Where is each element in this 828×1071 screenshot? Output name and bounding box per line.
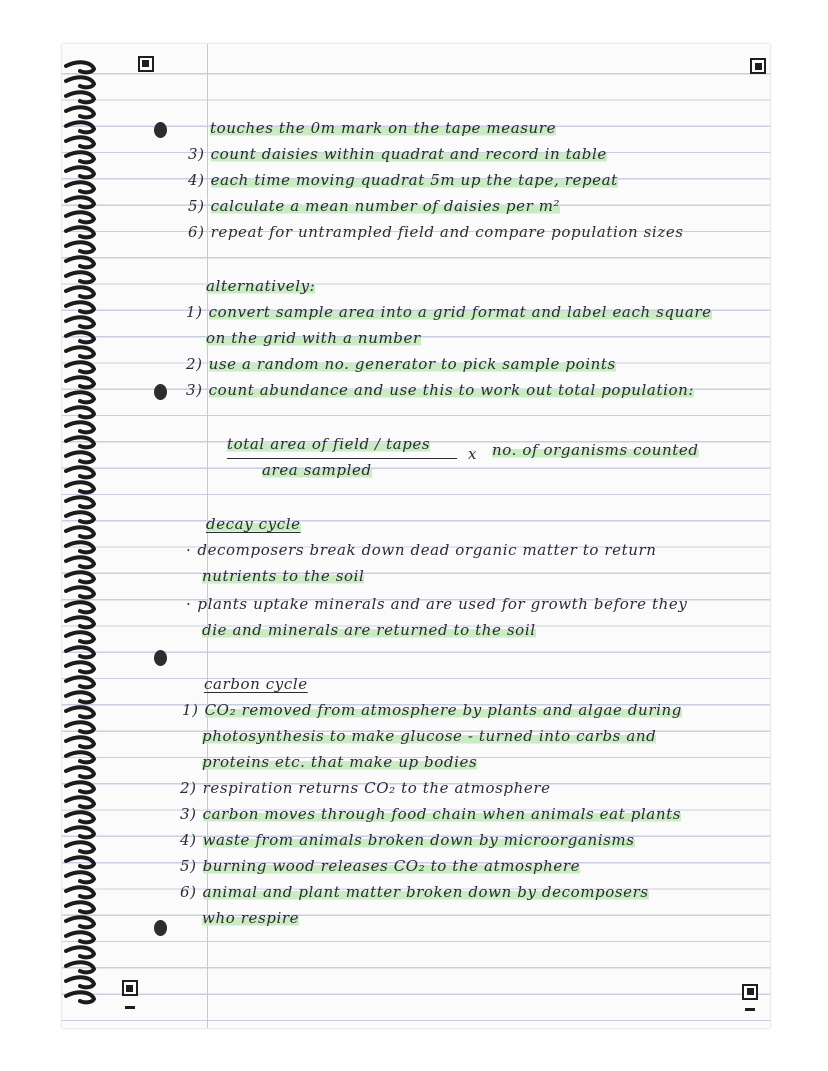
spiral-coil <box>66 887 94 897</box>
list-number: 6) <box>188 223 205 241</box>
fraction-bar <box>227 458 457 459</box>
note-line <box>180 830 635 850</box>
spiral-coil <box>66 107 94 117</box>
line-text: who respire <box>202 909 300 927</box>
spiral-coil <box>66 797 94 807</box>
note-line <box>202 726 656 746</box>
line-text: plants uptake minerals and are used for growth before they <box>197 595 688 613</box>
spiral-coil <box>66 647 94 657</box>
line-text: die and minerals are returned to the soil <box>202 621 536 639</box>
spiral-coil <box>66 422 94 432</box>
note-line <box>186 302 712 322</box>
note-line <box>188 170 618 190</box>
spiral-coil <box>66 407 94 417</box>
spiral-coil <box>66 962 94 972</box>
spiral-coil <box>66 707 94 717</box>
spiral-coil <box>66 527 94 537</box>
spiral-coil <box>66 482 94 492</box>
margin-line <box>207 44 208 1028</box>
spiral-coil <box>66 197 94 207</box>
line-text: carbon cycle <box>204 675 308 693</box>
spiral-coil <box>66 557 94 567</box>
spiral-coil <box>66 227 94 237</box>
line-text: respiration returns CO₂ to the atmosphere <box>202 779 551 797</box>
line-text: on the grid with a number <box>206 329 421 347</box>
spiral-coil <box>66 692 94 702</box>
spiral-coil <box>66 287 94 297</box>
corner-marker-icon <box>742 984 758 1000</box>
spiral-coil <box>66 992 94 1002</box>
spiral-coil <box>66 932 94 942</box>
list-number: 1) <box>182 701 199 719</box>
list-number: 2) <box>180 779 197 797</box>
line-text: calculate a mean number of daisies per m² <box>210 197 561 215</box>
corner-marker-icon <box>750 58 766 74</box>
spiral-coil <box>66 92 94 102</box>
spiral-coil <box>66 542 94 552</box>
spiral-coil <box>66 782 94 792</box>
spiral-coil <box>66 167 94 177</box>
line-text: convert sample area into a grid format and label each square <box>208 303 712 321</box>
note-line <box>186 380 694 400</box>
line-text: no. of organisms counted <box>492 441 699 459</box>
note-line <box>202 566 364 586</box>
corner-dash <box>745 1008 755 1011</box>
note-heading <box>206 276 315 296</box>
spiral-coil <box>66 152 94 162</box>
spiral-coil <box>66 362 94 372</box>
note-line <box>182 700 682 720</box>
line-text: x <box>468 445 478 463</box>
note-line <box>206 328 421 348</box>
line-text: alternatively: <box>206 277 316 295</box>
spiral-coil <box>66 857 94 867</box>
bullet-dot: · <box>186 595 192 613</box>
spiral-coil <box>66 812 94 822</box>
spiral-coil <box>66 452 94 462</box>
spiral-coil <box>66 272 94 282</box>
list-number: 5) <box>180 857 197 875</box>
line-text: count abundance and use this to work out total population: <box>208 381 695 399</box>
list-number: 3) <box>180 805 197 823</box>
list-number: 3) <box>186 381 203 399</box>
line-text: each time moving quadrat 5m up the tape, repeat <box>210 171 618 189</box>
note-line <box>188 222 684 242</box>
note-line <box>180 882 649 902</box>
line-text: touches the 0m mark on the tape measure <box>210 119 557 137</box>
spiral-coil <box>66 332 94 342</box>
line-text: waste from animals broken down by microorganisms <box>202 831 635 849</box>
note-line <box>202 908 299 928</box>
spiral-coil <box>66 377 94 387</box>
list-number: 6) <box>180 883 197 901</box>
spiral-coil <box>66 842 94 852</box>
corner-dash <box>125 1006 135 1009</box>
line-text: burning wood releases CO₂ to the atmosphere <box>202 857 581 875</box>
note-line <box>180 778 551 798</box>
spiral-coil <box>66 392 94 402</box>
spiral-coil <box>66 872 94 882</box>
line-text: count daisies within quadrat and record in table <box>210 145 607 163</box>
spiral-coil <box>66 77 94 87</box>
list-number: 2) <box>186 355 203 373</box>
bullet-item <box>186 540 657 560</box>
spiral-coil <box>66 137 94 147</box>
line-text: proteins etc. that make up bodies <box>202 753 478 771</box>
spiral-coil <box>66 722 94 732</box>
spiral-coil <box>66 437 94 447</box>
punch-hole <box>154 384 167 400</box>
spiral-coil <box>66 62 94 72</box>
line-text: CO₂ removed from atmosphere by plants and algae during <box>204 701 682 719</box>
list-number: 4) <box>188 171 205 189</box>
line-text: animal and plant matter broken down by decomposers <box>202 883 649 901</box>
list-number: 3) <box>188 145 205 163</box>
fraction-denominator <box>262 460 372 480</box>
note-line <box>180 804 681 824</box>
note-line <box>188 196 560 216</box>
note-line <box>202 620 536 640</box>
line-text: repeat for untrampled field and compare population sizes <box>210 223 684 241</box>
line-text: decomposers break down dead organic matter to return <box>197 541 657 559</box>
spiral-coil <box>66 317 94 327</box>
spiral-coil <box>66 302 94 312</box>
spiral-coil <box>66 662 94 672</box>
spiral-coil <box>66 617 94 627</box>
spiral-coil <box>66 122 94 132</box>
section-heading <box>204 674 308 694</box>
spiral-coil <box>66 572 94 582</box>
note-line <box>188 144 607 164</box>
spiral-coil <box>66 752 94 762</box>
spiral-coil <box>66 827 94 837</box>
spiral-coil <box>66 677 94 687</box>
spiral-coil <box>66 467 94 477</box>
spiral-coil <box>66 242 94 252</box>
note-line <box>210 118 556 138</box>
spiral-coil <box>66 632 94 642</box>
bullet-dot: · <box>186 541 192 559</box>
spiral-coil <box>66 737 94 747</box>
line-text: photosynthesis to make glucose - turned into carbs and <box>202 727 657 745</box>
line-text: area sampled <box>262 461 372 479</box>
fraction-numerator <box>227 434 430 454</box>
spiral-coil <box>66 212 94 222</box>
bullet-item <box>186 594 687 614</box>
punch-hole <box>154 122 167 138</box>
notebook-page <box>62 44 770 1028</box>
list-number: 5) <box>188 197 205 215</box>
section-heading <box>206 514 301 534</box>
note-line <box>202 752 477 772</box>
corner-marker-icon <box>138 56 154 72</box>
punch-hole <box>154 920 167 936</box>
spiral-coil <box>66 257 94 267</box>
list-number: 1) <box>186 303 203 321</box>
spiral-coil <box>66 902 94 912</box>
spiral-coil <box>66 602 94 612</box>
line-text: total area of field / tapes <box>227 435 431 453</box>
note-line <box>180 856 580 876</box>
note-line <box>186 354 616 374</box>
spiral-coil <box>66 767 94 777</box>
line-text: nutrients to the soil <box>202 567 365 585</box>
spiral-coil <box>66 947 94 957</box>
spiral-coil <box>66 347 94 357</box>
spiral-coil <box>66 917 94 927</box>
punch-hole <box>154 650 167 666</box>
multiply-sign <box>468 444 477 464</box>
line-text: decay cycle <box>206 515 301 533</box>
spiral-coil <box>66 497 94 507</box>
spiral-coil <box>66 182 94 192</box>
spiral-binding <box>62 44 102 1028</box>
spiral-coil <box>66 512 94 522</box>
spiral-coil <box>66 587 94 597</box>
line-text: use a random no. generator to pick sample points <box>208 355 616 373</box>
note-line <box>492 440 699 460</box>
line-text: carbon moves through food chain when animals eat plants <box>202 805 682 823</box>
list-number: 4) <box>180 831 197 849</box>
corner-marker-icon <box>122 980 138 996</box>
spiral-coil <box>66 977 94 987</box>
